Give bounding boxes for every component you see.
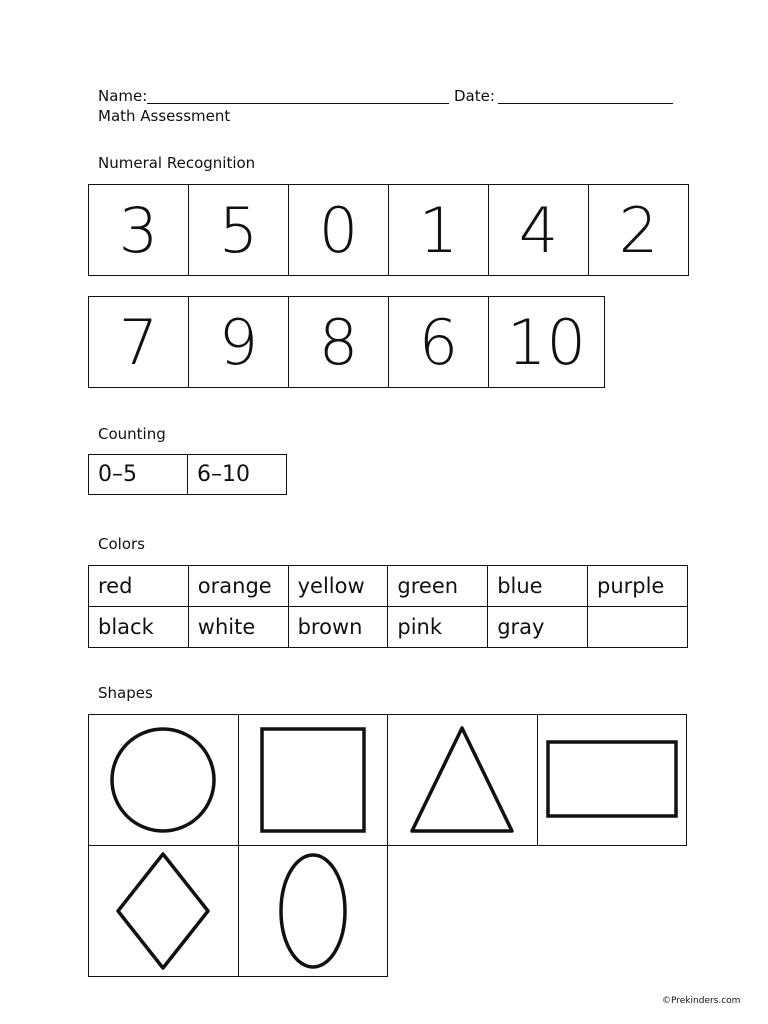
shapes-title: Shapes xyxy=(98,684,153,702)
counting-title: Counting xyxy=(98,425,166,443)
circle-icon xyxy=(108,725,218,835)
numeral-cell: 1 xyxy=(389,185,489,276)
numeral-cell: 9 xyxy=(189,297,289,388)
shape-cell-square xyxy=(239,715,389,846)
shape-cell-diamond xyxy=(89,846,239,977)
triangle-icon xyxy=(408,725,516,835)
color-cell: red xyxy=(89,566,189,607)
shape-cell-rectangle xyxy=(538,715,688,846)
numeral-cell: 4 xyxy=(489,185,589,276)
numeral-cell: 2 xyxy=(589,185,689,276)
color-cell: brown xyxy=(289,607,389,648)
numeral-cell: 8 xyxy=(289,297,389,388)
numeral-cell: 0 xyxy=(289,185,389,276)
numeral-recognition-title: Numeral Recognition xyxy=(98,154,256,172)
color-cell: green xyxy=(388,566,488,607)
page-title: Math Assessment xyxy=(98,107,231,125)
date-field-line[interactable] xyxy=(498,103,673,104)
counting-cell: 6–10 xyxy=(188,455,287,495)
rectangle-icon xyxy=(546,740,678,820)
shape-cell-triangle xyxy=(388,715,538,846)
square-icon xyxy=(260,727,366,833)
name-field-line[interactable] xyxy=(147,103,449,104)
colors-row-1 xyxy=(88,565,688,607)
color-cell: yellow xyxy=(289,566,389,607)
color-cell-empty xyxy=(588,607,688,648)
shapes-row-1 xyxy=(88,714,687,846)
color-cell: black xyxy=(89,607,189,648)
color-cell: gray xyxy=(488,607,588,648)
numeral-row-1 xyxy=(88,184,689,276)
colors-row-2 xyxy=(88,607,688,648)
shape-cell-circle xyxy=(89,715,239,846)
diamond-icon xyxy=(115,851,211,971)
numeral-cell: 7 xyxy=(89,297,189,388)
numeral-cell: 10 xyxy=(489,297,605,388)
name-label: Name: xyxy=(98,87,148,105)
counting-cell: 0–5 xyxy=(89,455,188,495)
color-cell: purple xyxy=(588,566,688,607)
footer-credit: ©Prekinders.com xyxy=(662,996,741,1006)
date-label: Date: xyxy=(454,87,495,105)
colors-title: Colors xyxy=(98,535,145,553)
numeral-cell: 5 xyxy=(189,185,289,276)
numeral-row-2 xyxy=(88,296,605,388)
shapes-row-2 xyxy=(88,846,388,977)
color-cell: white xyxy=(189,607,289,648)
shape-cell-oval xyxy=(239,846,389,977)
color-cell: blue xyxy=(488,566,588,607)
numeral-cell: 6 xyxy=(389,297,489,388)
color-cell: orange xyxy=(189,566,289,607)
numeral-cell: 3 xyxy=(89,185,189,276)
color-cell: pink xyxy=(388,607,488,648)
oval-icon xyxy=(277,851,349,971)
counting-row xyxy=(88,454,287,495)
